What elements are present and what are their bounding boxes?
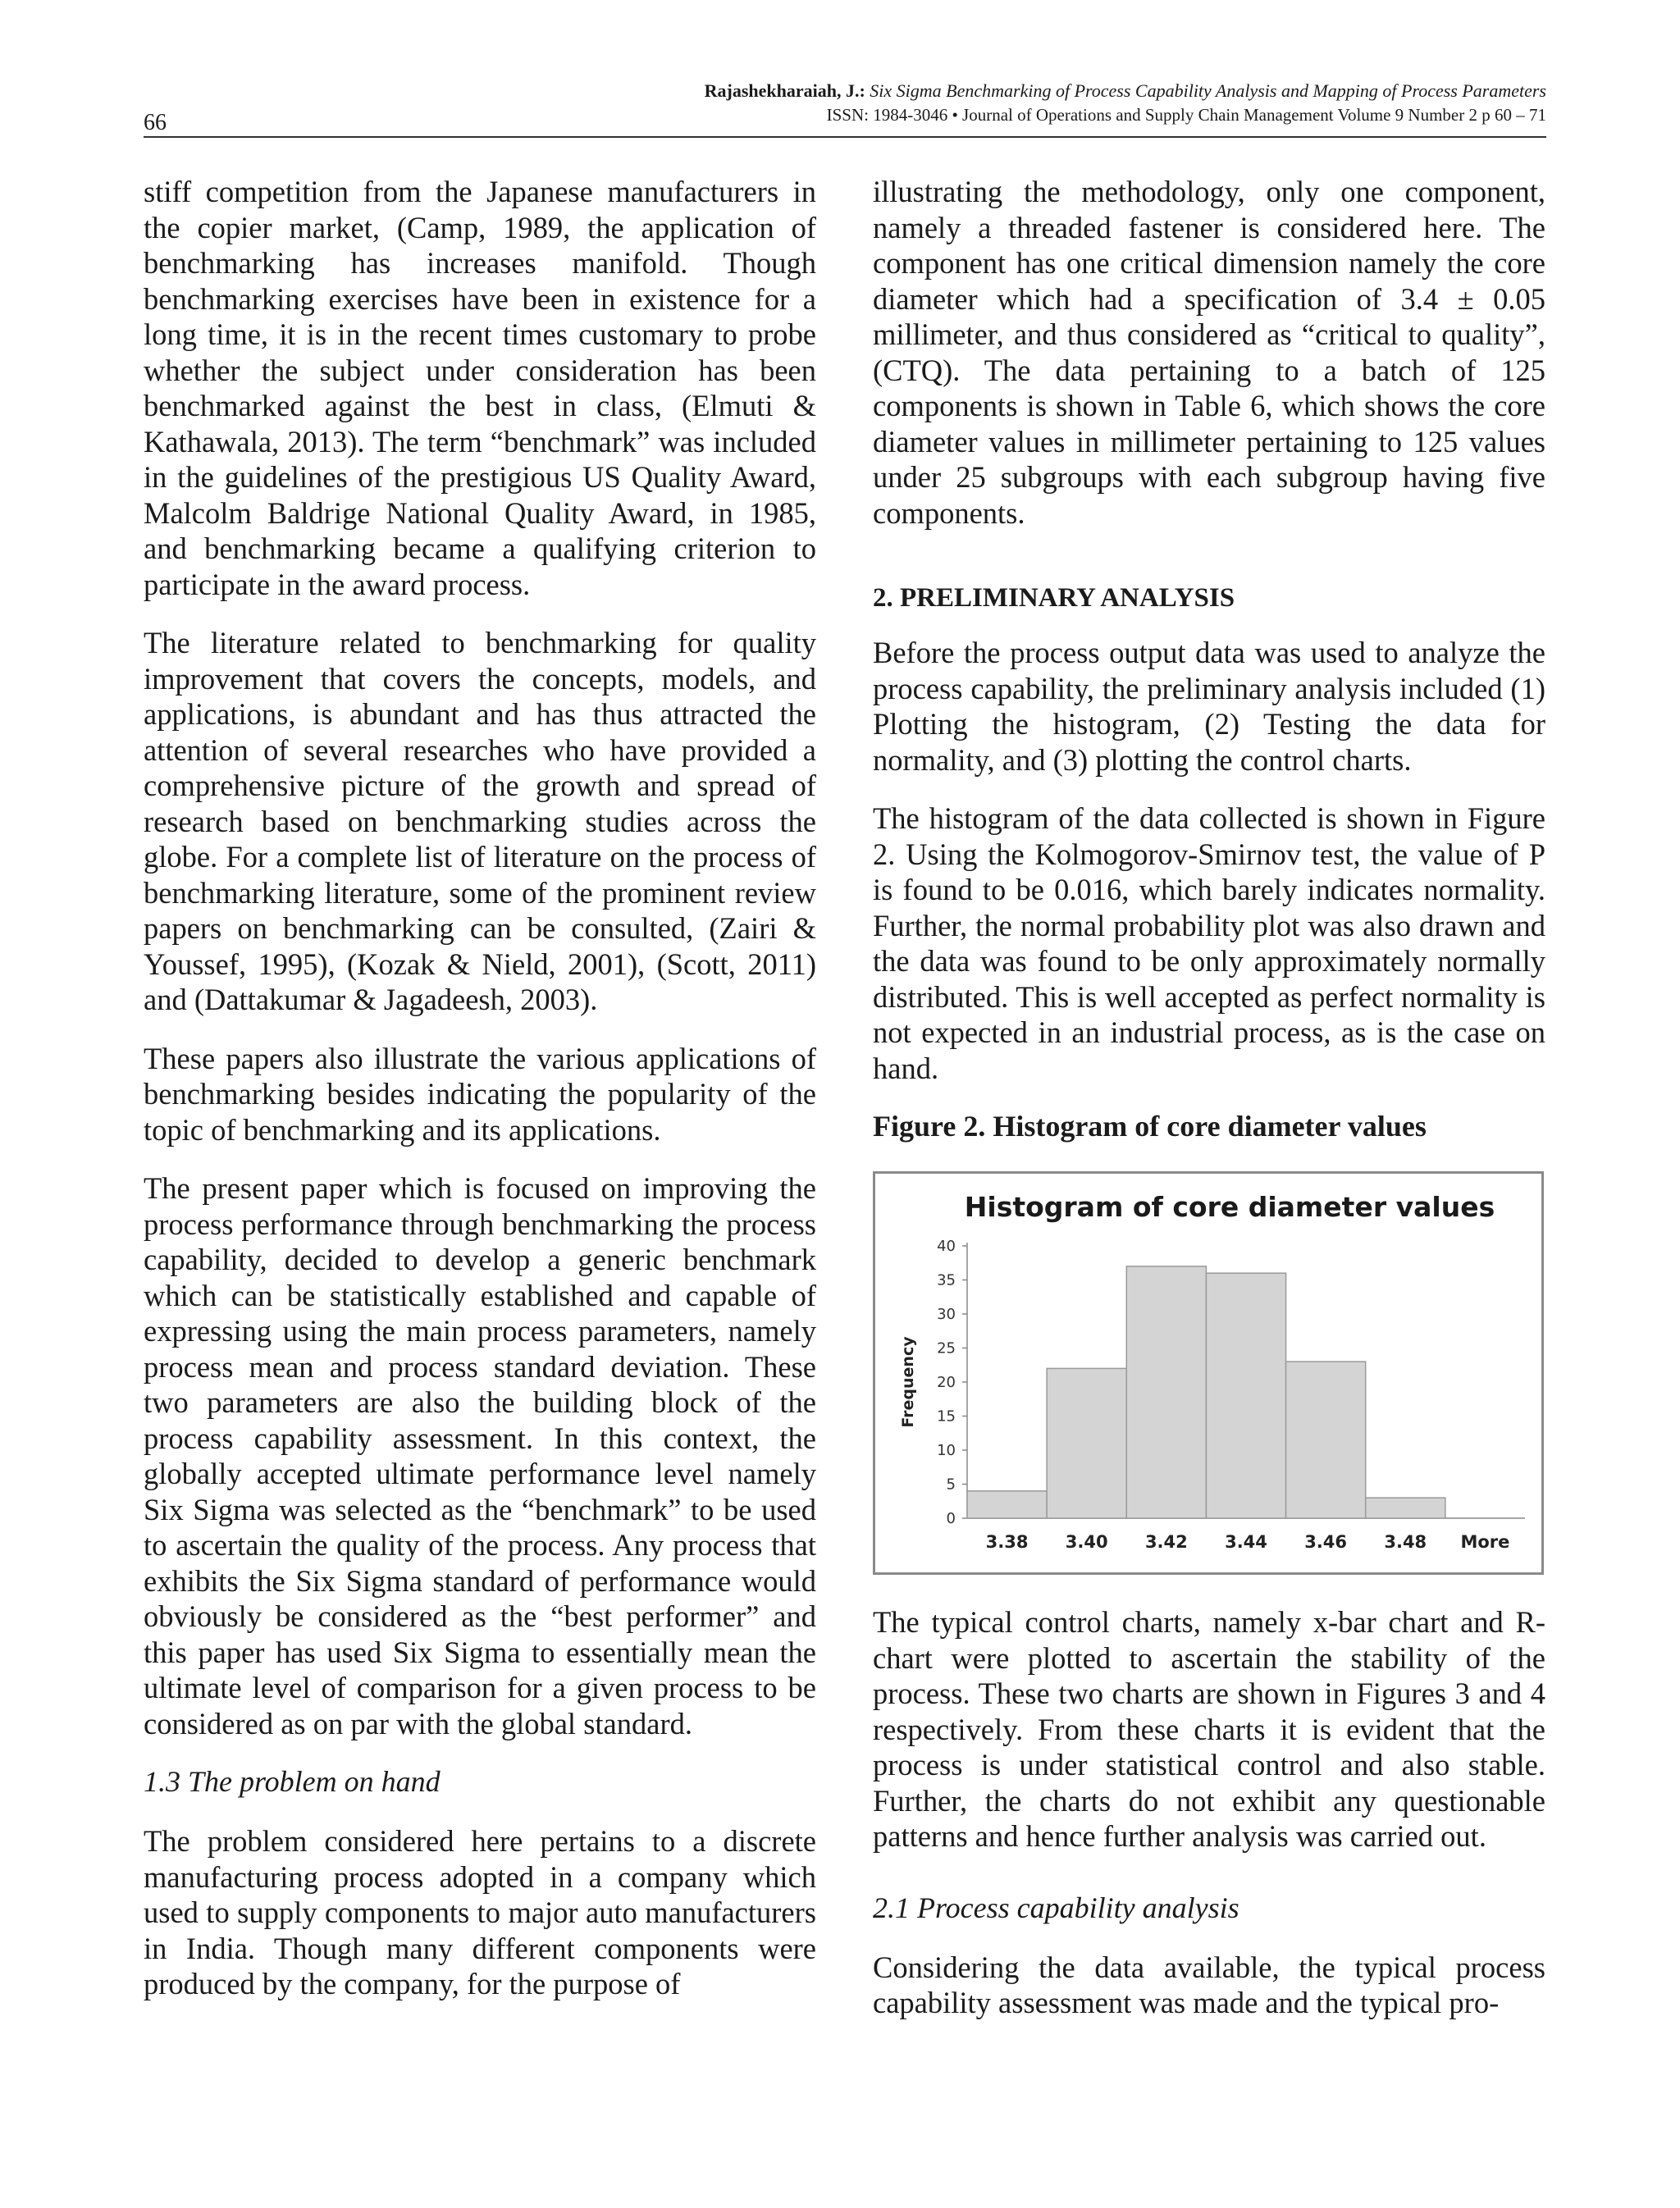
y-axis-label: Frequency	[899, 1336, 917, 1428]
histogram-bar	[1126, 1266, 1206, 1518]
subsection-heading: 1.3 The problem on hand	[144, 1765, 441, 1798]
chart-title: Histogram of core diameter values	[964, 1191, 1495, 1223]
header-author: Rajashekharaiah, J.:	[704, 80, 865, 101]
x-tick-label: 3.48	[1384, 1532, 1427, 1552]
histogram-bar	[1047, 1368, 1126, 1518]
header-citation	[705, 80, 1546, 102]
paragraph: stiff competition from the Japanese manufacturers in the copier market, (Camp, 1989, the application of benchmarking has increases manifold. Though benchmarking exercises have been in existence for a long time, it is in the recent times customary to probe whether the subject under consideration has been benchmarked against the best in class, (Elmuti & Kathawala, 2013). The term “benchmark” was included in the guidelines of the prestigious US Quality Award, Malcolm Baldrige National Quality Award, in 1985, and benchmarking became a qualifying criterion to participate in the award process.	[144, 175, 816, 601]
histogram-bar	[1366, 1498, 1445, 1518]
paragraph: illustrating the methodology, only one component, namely a threaded fastener is considered here. The component has one critical dimension namely the core diameter which had a specification of 3.4 ± 0.05 millimeter, and thus considered as “critical to quality”, (CTQ). The data pertaining to a batch of 125 components is shown in Table 6, which shows the core diameter values in millimeter pertaining to 125 values under 25 subgroups with each subgroup having five components.	[873, 175, 1545, 530]
histogram-bar	[1286, 1362, 1366, 1518]
subsection-heading: 2.1 Process capability analysis	[873, 1891, 1239, 1924]
paragraph: The typical control charts, namely x-bar chart and R- chart were plotted to ascertain the stability of the process. These two charts are shown in Figures 3 and 4 respectively. From these charts it is evident that the process is under statistical control and also stable. Further, the charts do not exhibit any questionable patterns and hence further analysis was carried out.	[873, 1605, 1545, 1853]
y-tick-label: 0	[946, 1510, 956, 1527]
paragraph: The present paper which is focused on improving the process performance through benchmarking the process capability, decided to develop a generic benchmark which can be statistically established and capable of expressing using the main process parameters, namely process mean and process standard deviation. These two parameters are also the building block of the process capability assessment. In this context, the globally accepted ultimate performance level namely Six Sigma was selected as the “benchmark” to be used to ascertain the quality of the process. Any process that exhibits the Six Sigma standard of performance would obviously be considered as the “best performer” and this paper has used Six Sigma to essentially mean the ultimate level of comparison for a given process to be considered as on par with the global standard.	[144, 1171, 816, 1740]
x-tick-label: 3.44	[1225, 1532, 1267, 1552]
y-tick-label: 35	[937, 1271, 956, 1289]
paragraph: These papers also illustrate the various applications of benchmarking besides indicating the popularity of the topic of benchmarking and its applications.	[144, 1041, 816, 1147]
y-tick-label: 5	[946, 1476, 956, 1494]
y-tick-label: 25	[937, 1339, 956, 1357]
paragraph: The histogram of the data collected is shown in Figure 2. Using the Kolmogorov-Smirnov test, the value of P is found to be 0.016, which barely indicates normality. Further, the normal probability plot was also drawn and the data was found to be only approximately normally distributed. This is well accepted as perfect normality is not expected in an industrial process, as is the case on hand.	[873, 801, 1545, 1085]
y-tick-label: 30	[937, 1306, 956, 1323]
running-header	[144, 79, 1546, 138]
header-journal-line: ISSN: 1984-3046 • Journal of Operations and Supply Chain Management Volume 9 Number 2 p 60 – 71	[826, 105, 1546, 125]
x-tick-label: 3.38	[985, 1532, 1029, 1552]
histogram-chart	[875, 1174, 1541, 1572]
paragraph: Considering the data available, the typical process capability assessment was made and the typical pro-	[873, 1950, 1545, 2019]
histogram-bar	[967, 1491, 1047, 1518]
y-tick-label: 40	[937, 1238, 956, 1255]
y-tick-label: 15	[937, 1407, 956, 1426]
header-article-title: Six Sigma Benchmarking of Process Capability Analysis and Mapping of Process Parameters	[870, 80, 1546, 101]
x-tick-label: 3.40	[1065, 1532, 1108, 1552]
x-tick-label: 3.42	[1144, 1532, 1188, 1552]
section-heading: 2. PRELIMINARY ANALYSIS	[873, 583, 1235, 613]
y-tick-label: 20	[937, 1374, 956, 1391]
y-tick-label: 10	[937, 1442, 956, 1459]
figure-caption: Figure 2. Histogram of core diameter values	[873, 1110, 1427, 1143]
page-number: 66	[144, 110, 167, 135]
histogram-bar	[1206, 1273, 1285, 1518]
histogram-figure	[873, 1171, 1544, 1575]
left-column	[144, 174, 816, 2002]
right-column	[873, 174, 1545, 2021]
x-tick-label: More	[1460, 1532, 1510, 1552]
paragraph: Before the process output data was used to analyze the process capability, the preliminary analysis included (1) Plotting the histogram, (2) Testing the data for normality, and (3) plotting the control charts.	[873, 636, 1545, 777]
x-tick-label: 3.46	[1304, 1532, 1348, 1552]
paragraph: The problem considered here pertains to a discrete manufacturing process adopted in a company which used to supply components to major auto manufacturers in India. Though many different components were produced by the company, for the purpose of	[144, 1824, 816, 2000]
paragraph: The literature related to benchmarking for quality improvement that covers the concepts, models, and applications, is abundant and has thus attracted the attention of several researches who have provided a comprehensive picture of the growth and spread of research based on benchmarking studies across the globe. For a complete list of literature on the process of benchmarking literature, some of the prominent review papers on benchmarking can be consulted, (Zairi & Youssef, 1995), (Kozak & Nield, 2001), (Scott, 2011) and (Dattakumar & Jagadeesh, 2003).	[144, 626, 816, 1016]
